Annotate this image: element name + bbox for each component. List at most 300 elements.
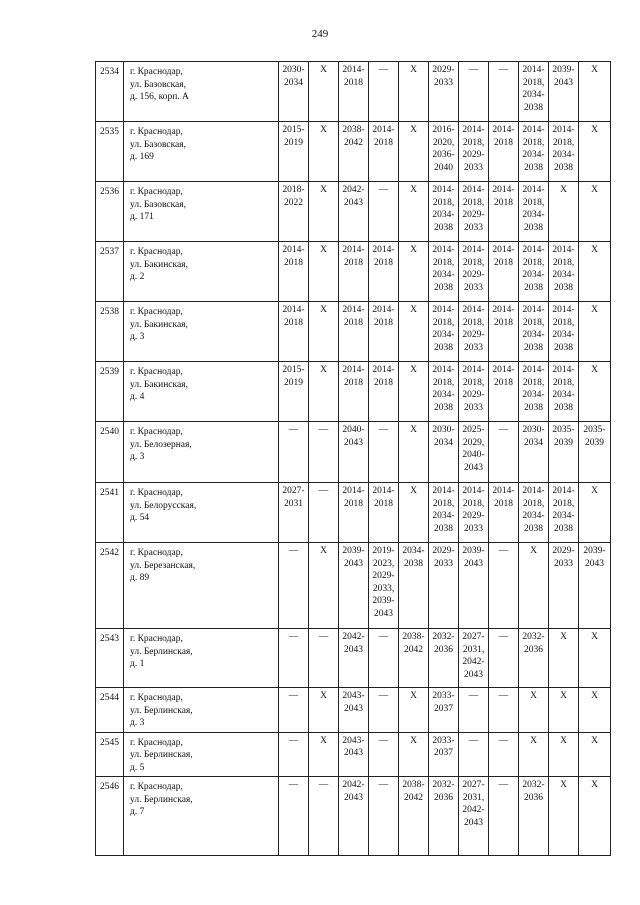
- period-line: 2043: [464, 462, 483, 473]
- period-cell: [459, 688, 489, 733]
- period-cell: [399, 777, 429, 856]
- period-line: 2033-: [432, 735, 455, 746]
- period-cell: [339, 302, 369, 362]
- period-line: 2033,: [372, 583, 395, 594]
- period-line: 2034-: [402, 546, 425, 556]
- period-line: 2039: [585, 437, 604, 448]
- period-line: 2018,: [522, 137, 545, 148]
- period-cell: [339, 688, 369, 733]
- page-number: 249: [311, 28, 329, 40]
- period-line: 2030-: [282, 65, 305, 75]
- period-cell: [459, 629, 489, 688]
- period-cell: [369, 688, 399, 733]
- period-line: 2033: [434, 558, 453, 569]
- address-cell: [124, 122, 279, 182]
- period-line: 2019: [284, 377, 303, 388]
- period-line: 2018,: [522, 498, 545, 509]
- period-cell: [489, 302, 519, 362]
- period-line: 2032-: [432, 632, 455, 642]
- address-line: д. 5: [130, 762, 145, 773]
- period-cell: [429, 122, 459, 182]
- address-line: г. Краснодар,: [130, 548, 183, 558]
- period-cell: [339, 483, 369, 543]
- period-line: 2014-: [342, 486, 365, 496]
- period-line: 2016-: [432, 125, 455, 135]
- period-cell: [579, 62, 611, 122]
- period-line: X: [530, 546, 537, 556]
- period-cell: [519, 629, 549, 688]
- address-cell: [124, 629, 279, 688]
- period-cell: [369, 242, 399, 302]
- period-line: 2018,: [522, 377, 545, 388]
- period-line: 2018,: [462, 137, 485, 148]
- period-line: 2034-: [432, 210, 455, 220]
- period-cell: [459, 62, 489, 122]
- table-row: [96, 302, 611, 362]
- period-line: 2014-: [342, 305, 365, 315]
- period-line: 2027-: [282, 486, 305, 496]
- row-number-cell: 2544: [96, 688, 124, 733]
- period-line: X: [560, 691, 567, 701]
- period-line: X: [320, 365, 327, 375]
- period-line: 2037: [434, 748, 453, 758]
- period-cell: [429, 242, 459, 302]
- period-line: 2036-: [432, 150, 455, 160]
- period-cell: [579, 122, 611, 182]
- period-cell: [399, 629, 429, 688]
- period-line: 2039: [554, 437, 573, 448]
- period-line: X: [560, 735, 567, 746]
- period-line: 2014-: [522, 65, 545, 75]
- period-line: X: [591, 691, 598, 701]
- period-cell: [549, 777, 579, 856]
- period-cell: [579, 182, 611, 242]
- address-cell: [124, 62, 279, 122]
- period-cell: [339, 543, 369, 629]
- period-line: X: [320, 65, 327, 75]
- period-line: X: [320, 735, 327, 746]
- period-line: 2034-: [522, 390, 545, 400]
- period-line: X: [410, 245, 417, 255]
- period-line: 2014-: [372, 305, 395, 315]
- table-row: [96, 543, 611, 629]
- address-line: ул. Берлинская,: [130, 750, 193, 760]
- period-line: 2014-: [372, 245, 395, 255]
- period-line: 2018,: [552, 377, 575, 388]
- table-row: [96, 777, 611, 856]
- address-line: д. 3: [130, 718, 145, 728]
- period-line: 2038: [434, 402, 453, 413]
- period-line: 2018,: [462, 377, 485, 388]
- address-line: ул. Берлинская,: [130, 705, 193, 716]
- period-line: 2014-: [492, 365, 515, 375]
- period-cell: [519, 688, 549, 733]
- period-line: 2034-: [432, 511, 455, 521]
- row-number-cell: 2541: [96, 483, 124, 543]
- period-line: 2032-: [432, 780, 455, 790]
- address-line: ул. Березанская,: [130, 560, 196, 571]
- address-line: г. Краснодар,: [130, 187, 183, 197]
- address-line: ул. Белозерная,: [130, 439, 192, 450]
- period-line: 2018,: [462, 257, 485, 268]
- period-line: 2042-: [342, 632, 365, 642]
- period-cell: [429, 543, 459, 629]
- period-line: 2033-: [432, 691, 455, 701]
- period-cell: [369, 483, 399, 543]
- period-line: 2034-: [522, 150, 545, 160]
- period-cell: [519, 732, 549, 777]
- period-cell: [549, 732, 579, 777]
- period-line: 2018: [494, 197, 513, 208]
- period-cell: [489, 777, 519, 856]
- period-line: 2032-: [522, 632, 545, 642]
- period-line: 2033: [434, 77, 453, 88]
- period-line: 2031: [284, 498, 303, 509]
- period-cell: [519, 777, 549, 856]
- row-number-cell: 2542: [96, 543, 124, 629]
- period-cell: [339, 182, 369, 242]
- period-line: 2018: [374, 137, 393, 148]
- period-line: 2042-: [462, 805, 485, 815]
- period-line: 2018: [344, 77, 363, 88]
- period-cell: [309, 362, 339, 422]
- address-cell: [124, 302, 279, 362]
- period-line: —: [468, 65, 479, 75]
- period-cell: [549, 688, 579, 733]
- period-cell: [549, 122, 579, 182]
- period-line: 2043: [374, 608, 393, 619]
- address-line: д. 3: [130, 332, 145, 342]
- period-line: 2014-: [462, 305, 485, 315]
- period-cell: [309, 543, 339, 629]
- period-cell: [399, 732, 429, 777]
- period-line: 2038: [524, 523, 543, 534]
- period-line: 2014-: [492, 125, 515, 135]
- period-cell: [459, 422, 489, 483]
- period-line: 2039-: [552, 65, 575, 75]
- period-line: 2042-: [462, 657, 485, 667]
- table-row: [96, 122, 611, 182]
- period-cell: [549, 483, 579, 543]
- period-line: 2018,: [462, 317, 485, 328]
- period-cell: [489, 182, 519, 242]
- period-line: 2014-: [552, 305, 575, 315]
- period-line: 2014-: [282, 245, 305, 255]
- period-cell: [279, 182, 309, 242]
- period-cell: [399, 242, 429, 302]
- address-line: д. 2: [130, 272, 145, 282]
- period-line: —: [288, 780, 299, 790]
- period-line: X: [591, 185, 598, 195]
- period-cell: [429, 362, 459, 422]
- table-row: [96, 688, 611, 733]
- row-number-cell: 2546: [96, 777, 124, 856]
- period-line: X: [410, 125, 417, 135]
- period-line: 2038: [554, 282, 573, 293]
- period-line: 2014-: [552, 365, 575, 375]
- period-line: 2035-: [583, 425, 606, 435]
- period-cell: [309, 122, 339, 182]
- period-cell: [549, 302, 579, 362]
- period-cell: [309, 182, 339, 242]
- period-line: —: [288, 546, 299, 556]
- address-line: ул. Базовская,: [130, 79, 187, 90]
- period-line: 2014-: [282, 305, 305, 315]
- table-row: [96, 629, 611, 688]
- period-line: 2029-: [462, 330, 485, 340]
- period-line: 2014-: [552, 245, 575, 255]
- period-line: 2043: [344, 644, 363, 655]
- period-cell: [339, 122, 369, 182]
- address-line: д. 7: [130, 807, 145, 817]
- period-cell: [339, 629, 369, 688]
- period-line: 2043-: [342, 735, 365, 746]
- period-cell: [489, 422, 519, 483]
- period-line: X: [320, 125, 327, 135]
- period-line: 2014-: [462, 245, 485, 255]
- period-line: —: [318, 486, 329, 496]
- period-line: 2014-: [462, 365, 485, 375]
- period-cell: [459, 543, 489, 629]
- period-cell: [399, 688, 429, 733]
- period-cell: [459, 362, 489, 422]
- period-line: X: [320, 245, 327, 255]
- period-line: 2022: [284, 197, 303, 208]
- period-line: 2027-: [462, 632, 485, 642]
- period-line: 2038-: [342, 125, 365, 135]
- period-line: 2014-: [342, 65, 365, 75]
- row-number-cell: 2536: [96, 182, 124, 242]
- period-cell: [279, 122, 309, 182]
- registry-table-body: [96, 62, 611, 856]
- period-line: 2014-: [342, 245, 365, 255]
- period-line: 2038: [434, 342, 453, 353]
- period-line: 2029-: [462, 210, 485, 220]
- period-line: 2036: [524, 644, 543, 655]
- period-line: X: [591, 365, 598, 375]
- period-cell: [459, 122, 489, 182]
- period-line: 2038-: [402, 780, 425, 790]
- period-cell: [579, 242, 611, 302]
- address-line: г. Краснодар,: [130, 247, 183, 257]
- period-line: 2034-: [552, 330, 575, 340]
- period-line: 2025-: [462, 425, 485, 435]
- period-cell: [489, 242, 519, 302]
- period-line: 2039-: [462, 546, 485, 556]
- period-line: —: [378, 185, 389, 195]
- row-number-cell: 2543: [96, 629, 124, 688]
- address-cell: [124, 182, 279, 242]
- period-line: 2038: [404, 558, 423, 569]
- period-cell: [309, 777, 339, 856]
- period-line: 2038: [554, 162, 573, 173]
- address-line: г. Краснодар,: [130, 67, 183, 77]
- period-line: 2018: [284, 257, 303, 268]
- period-line: 2036: [434, 792, 453, 803]
- period-cell: [489, 543, 519, 629]
- period-line: 2038: [524, 402, 543, 413]
- period-line: 2018,: [462, 197, 485, 208]
- period-line: 2034-: [552, 511, 575, 521]
- period-cell: [309, 732, 339, 777]
- period-line: 2014-: [372, 486, 395, 496]
- table-row: [96, 242, 611, 302]
- period-line: X: [560, 780, 567, 790]
- period-line: 2023,: [372, 558, 395, 569]
- period-line: 2014-: [552, 125, 575, 135]
- period-cell: [579, 732, 611, 777]
- period-line: 2039-: [583, 546, 606, 556]
- period-cell: [579, 777, 611, 856]
- address-line: ул. Базовская,: [130, 199, 187, 210]
- period-line: X: [320, 305, 327, 315]
- period-cell: [579, 543, 611, 629]
- period-cell: [399, 483, 429, 543]
- period-line: 2018,: [522, 77, 545, 88]
- period-line: 2018: [344, 317, 363, 328]
- period-line: 2035-: [552, 425, 575, 435]
- period-cell: [519, 182, 549, 242]
- period-line: 2018,: [522, 257, 545, 268]
- period-line: 2033: [464, 282, 483, 293]
- period-line: X: [591, 305, 598, 315]
- table-row: [96, 182, 611, 242]
- period-line: 2014-: [372, 365, 395, 375]
- period-cell: [279, 62, 309, 122]
- period-line: 2038: [524, 342, 543, 353]
- period-cell: [459, 777, 489, 856]
- table-row: [96, 422, 611, 483]
- period-line: 2029-: [432, 546, 455, 556]
- period-line: 2042: [404, 644, 423, 655]
- period-cell: [279, 302, 309, 362]
- period-line: 2018: [374, 317, 393, 328]
- period-cell: [369, 182, 399, 242]
- period-cell: [279, 483, 309, 543]
- period-line: 2038: [554, 402, 573, 413]
- period-cell: [369, 732, 399, 777]
- address-cell: [124, 483, 279, 543]
- period-line: X: [591, 735, 598, 746]
- period-line: 2033: [464, 222, 483, 233]
- period-line: 2014-: [492, 245, 515, 255]
- period-line: X: [320, 691, 327, 701]
- period-line: 2043-: [342, 691, 365, 701]
- period-line: 2034-: [522, 90, 545, 100]
- period-line: X: [320, 546, 327, 556]
- period-line: 2034-: [552, 270, 575, 280]
- period-line: 2014-: [462, 125, 485, 135]
- period-cell: [519, 543, 549, 629]
- period-line: 2015-: [282, 365, 305, 375]
- period-line: 2014-: [432, 185, 455, 195]
- period-cell: [549, 242, 579, 302]
- address-line: г. Краснодар,: [130, 427, 183, 437]
- period-line: 2018,: [522, 317, 545, 328]
- period-line: —: [378, 425, 389, 435]
- address-line: д. 3: [130, 452, 145, 462]
- period-line: 2027-: [462, 780, 485, 790]
- period-cell: [459, 182, 489, 242]
- period-line: X: [591, 125, 598, 135]
- table-row: [96, 362, 611, 422]
- period-cell: [489, 732, 519, 777]
- period-line: X: [591, 65, 598, 75]
- address-cell: [124, 422, 279, 483]
- period-line: 2014-: [492, 486, 515, 496]
- period-cell: [369, 629, 399, 688]
- period-line: 2014-: [522, 486, 545, 496]
- address-line: ул. Берлинская,: [130, 794, 193, 805]
- row-number-cell: 2539: [96, 362, 124, 422]
- period-line: 2018-: [282, 185, 305, 195]
- period-line: 2033: [464, 402, 483, 413]
- period-line: —: [378, 735, 389, 746]
- period-line: 2018: [494, 137, 513, 148]
- period-cell: [579, 629, 611, 688]
- address-line: ул. Бакинская,: [130, 319, 188, 330]
- period-line: 2018: [284, 317, 303, 328]
- period-cell: [519, 242, 549, 302]
- row-number-cell: 2535: [96, 122, 124, 182]
- period-cell: [519, 483, 549, 543]
- period-line: 2030-: [432, 425, 455, 435]
- period-cell: [489, 62, 519, 122]
- period-line: 2036: [434, 644, 453, 655]
- period-line: —: [378, 780, 389, 790]
- period-line: 2033: [464, 523, 483, 534]
- period-cell: [429, 62, 459, 122]
- period-line: 2033: [554, 558, 573, 569]
- table-row: [96, 62, 611, 122]
- period-cell: [399, 362, 429, 422]
- period-line: X: [410, 691, 417, 701]
- period-cell: [459, 732, 489, 777]
- period-line: 2038: [434, 222, 453, 233]
- period-line: 2014-: [522, 185, 545, 195]
- period-line: 2019-: [372, 546, 395, 556]
- address-line: ул. Берлинская,: [130, 646, 193, 657]
- period-line: 2029-: [462, 511, 485, 521]
- period-line: 2040: [434, 162, 453, 173]
- period-line: 2043: [344, 703, 363, 714]
- period-line: 2018: [344, 498, 363, 509]
- period-line: 2034-: [522, 270, 545, 280]
- period-line: X: [530, 735, 537, 746]
- period-cell: [429, 302, 459, 362]
- period-line: 2018,: [552, 498, 575, 509]
- period-line: 2043: [464, 669, 483, 680]
- period-line: 2043: [554, 77, 573, 88]
- period-cell: [519, 422, 549, 483]
- period-line: 2014-: [432, 305, 455, 315]
- row-number-cell: 2537: [96, 242, 124, 302]
- period-cell: [579, 422, 611, 483]
- period-cell: [369, 777, 399, 856]
- period-line: 2018: [494, 257, 513, 268]
- period-line: —: [288, 735, 299, 746]
- period-line: 2018: [494, 317, 513, 328]
- period-line: 2038-: [402, 632, 425, 642]
- address-line: г. Краснодар,: [130, 367, 183, 377]
- address-line: г. Краснодар,: [130, 634, 183, 644]
- period-cell: [429, 777, 459, 856]
- period-line: 2014-: [462, 486, 485, 496]
- period-line: —: [498, 546, 509, 556]
- period-cell: [429, 483, 459, 543]
- period-line: 2018,: [432, 317, 455, 328]
- period-line: 2034-: [552, 390, 575, 400]
